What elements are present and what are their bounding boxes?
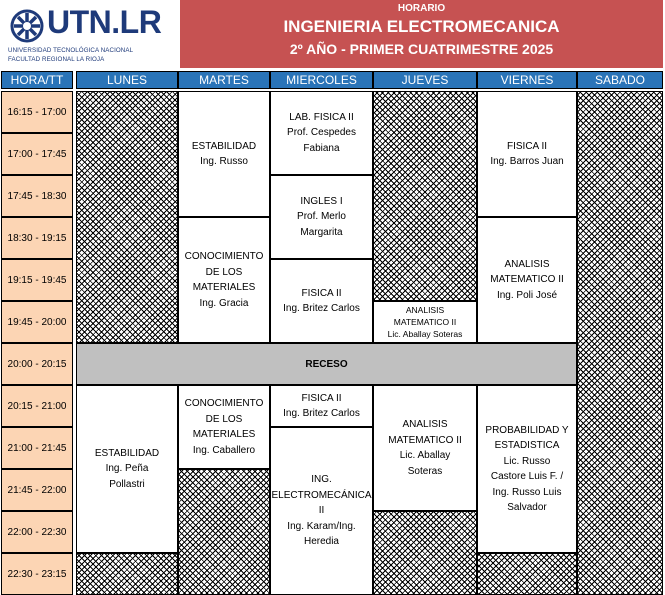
no-class-jueves-top [373,91,477,301]
class-martes-conocimiento: CONOCIMIENTO DE LOS MATERIALES Ing. Gracia [178,217,270,343]
time-slot: 18:30 - 19:15 [1,217,73,259]
class-jueves-analisis: ANALISIS MATEMATICO II Lic. Aballay Soteras [373,301,477,343]
utn-logo-icon [10,9,44,43]
no-class-lunes-top [76,91,178,343]
schedule-header [180,0,663,68]
no-class-martes-bottom [178,469,270,595]
class-viernes-probabilidad: PROBABILIDAD Y ESTADISTICA Lic. Russo Castore Luis F. / Ing. Russo Luis Salvador [477,385,577,553]
time-slot: 22:30 - 23:15 [1,553,73,595]
logo-university: UNIVERSIDAD TECNOLÓGICA NACIONAL [8,47,134,54]
time-slot: 22:00 - 22:30 [1,511,73,553]
time-slot: 21:00 - 21:45 [1,427,73,469]
recess-row: RECESO [76,343,577,385]
no-class-lunes-bottom [76,553,178,595]
col-header-viernes: VIERNES [477,71,577,89]
no-class-jueves-bottom [373,511,477,595]
class-martes-estabilidad: ESTABILIDAD Ing. Russo [178,91,270,217]
no-class-viernes-bottom [477,553,577,595]
class-miercoles-ingles: INGLES I Prof. Merlo Margarita [270,175,373,259]
class-jueves-analisis-2: ANALISIS MATEMATICO II Lic. Aballay Soteras [373,385,477,511]
col-header-martes: MARTES [178,71,270,89]
class-lunes-estabilidad: ESTABILIDAD Ing. Peña Pollastri [76,385,178,553]
time-slot: 16:15 - 17:00 [1,91,73,133]
logo-name: UTN.LR [47,4,162,40]
class-miercoles-electromecanica: ING. ELECTROMECÁNICA II Ing. Karam/Ing. Heredia [270,427,373,595]
utn-logo [0,0,180,70]
time-slot: 19:45 - 20:00 [1,301,73,343]
class-viernes-fisica: FISICA II Ing. Barros Juan [477,91,577,217]
header-label: HORARIO [397,3,446,14]
time-slot: 21:45 - 22:00 [1,469,73,511]
col-header-hour: HORA/TT [1,71,73,89]
time-slot: 19:15 - 19:45 [1,259,73,301]
class-miercoles-fisica: FISICA II Ing. Britez Carlos [270,259,373,343]
time-slot: 20:15 - 21:00 [1,385,73,427]
col-header-miercoles: MIERCOLES [270,71,373,89]
class-miercoles-fisica-2: FISICA II Ing. Britez Carlos [270,385,373,427]
header-subtitle: 2º AÑO - PRIMER CUATRIMESTRE 2025 [289,41,554,57]
header-title: INGENIERIA ELECTROMECANICA [283,17,560,36]
class-martes-conocimiento-2: CONOCIMIENTO DE LOS MATERIALES Ing. Caballero [178,385,270,469]
class-miercoles-lab-fisica: LAB. FISICA II Prof. Cespedes Fabiana [270,91,373,175]
col-header-sabado: SABADO [577,71,663,89]
class-viernes-analisis: ANALISIS MATEMATICO II Ing. Poli José [477,217,577,343]
col-header-jueves: JUEVES [373,71,477,89]
col-header-lunes: LUNES [76,71,178,89]
time-slot: 17:45 - 18:30 [1,175,73,217]
time-slot: 17:00 - 17:45 [1,133,73,175]
no-class-sabado [577,91,663,595]
logo-faculty: FACULTAD REGIONAL LA RIOJA [8,56,105,63]
time-slot: 20:00 - 20:15 [1,343,73,385]
